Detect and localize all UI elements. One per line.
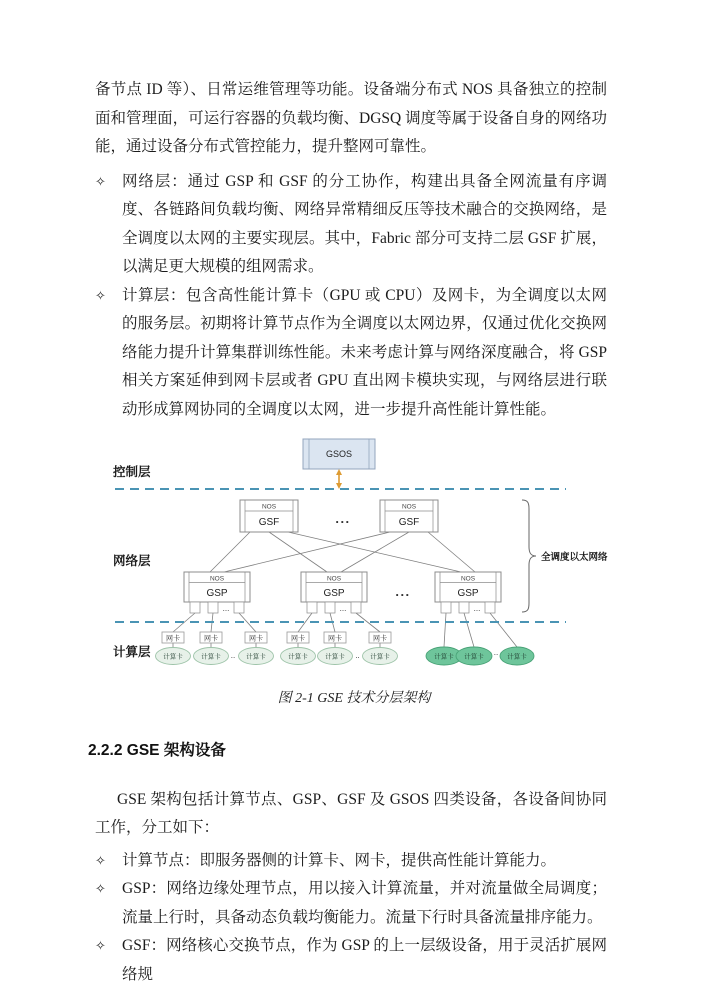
gsf-box-1 (240, 500, 298, 532)
compute-card-label: 计算卡 (434, 653, 454, 661)
compute-card-label: 计算卡 (201, 653, 221, 661)
bullet-text: GSF：网络核心交换节点，作为 GSP 的上一层级设备，用于灵活扩展网络规 (122, 937, 607, 983)
card-ellipsis: .. (355, 651, 360, 660)
gsp-label: GSP (323, 588, 345, 599)
gsp-box-1 (184, 572, 250, 613)
network-scope-brace (522, 500, 536, 612)
gsf-gsp-links (210, 532, 475, 572)
compute-group-2 (281, 632, 398, 665)
nos-label: NOS (460, 575, 476, 583)
gsf-label: GSF (398, 517, 420, 528)
gsp-box-2 (301, 572, 367, 613)
compute-group-1 (156, 632, 274, 665)
bullet-text: 网络层：通过 GSP 和 GSF 的分工协作，构建出具备全网流量有序调度、各链路间负载均衡、网络异常精细反压等技术融合的交换网络，是全调度以太网的主要实现层。其中，Fabric 部分可支持二层 GSF 扩展，以满足更大规模的组网需求。 (122, 172, 607, 275)
bullet-diamond-icon: ✧ (95, 287, 106, 303)
gsos-label: GSOS (325, 449, 353, 459)
device-bullet-list (95, 847, 607, 990)
bullet-gsf (95, 932, 607, 989)
bullet-gsp (95, 875, 607, 932)
compute-layer-label: 计算层 (113, 645, 151, 659)
compute-card-label: 计算卡 (370, 653, 390, 661)
gsp-ellipsis: ... (395, 584, 411, 599)
paragraph-continuation: 备节点 ID 等）、日常运维管理等功能。设备端分布式 NOS 具备独立的控制面和管理面，可运行容器的负载均衡、DGSQ 调度等属于设备自身的网络功能，通过设备分布式管控能力，提升整网可靠性。 (95, 81, 607, 155)
nos-label: NOS (401, 503, 417, 511)
compute-card-label: 计算卡 (507, 653, 527, 661)
card-ellipsis: .. (493, 648, 499, 657)
nic-label: 网卡 (373, 635, 387, 643)
gsp-label: GSP (457, 588, 479, 599)
figure-caption: 图 2-1 GSE 技术分层架构 (277, 690, 431, 706)
compute-card-label: 计算卡 (288, 653, 308, 661)
bullet-diamond-icon: ✧ (95, 852, 106, 868)
nos-label: NOS (326, 575, 342, 583)
gsp-box-3 (435, 572, 501, 613)
bullet-diamond-icon: ✧ (95, 881, 106, 896)
section-intro: GSE 架构包括计算节点、GSP、GSF 及 GSOS 四类设备，各设备间协同工作，分工如下： (95, 790, 607, 836)
port-ellipsis: ... (339, 604, 347, 613)
bullet-text: 计算节点：即服务器侧的计算卡、网卡，提供高性能计算能力。 (122, 851, 557, 869)
gsf-label: GSF (258, 517, 280, 528)
page-content (88, 76, 608, 989)
bullet-diamond-icon: ✧ (95, 173, 106, 189)
bullet-compute-node (95, 847, 607, 876)
architecture-figure (98, 430, 610, 713)
bullet-diamond-icon: ✧ (95, 938, 106, 953)
gsf-ellipsis: ... (335, 511, 351, 526)
compute-card-label: 计算卡 (325, 653, 345, 661)
network-layer-label: 网络层 (113, 554, 151, 568)
compute-card-label: 计算卡 (246, 653, 266, 661)
gsf-box-2 (380, 500, 438, 532)
nic-label: 网卡 (166, 635, 180, 643)
nic-label: 网卡 (204, 635, 218, 643)
port-ellipsis: ... (222, 604, 230, 613)
bullet-network-layer (95, 168, 607, 282)
gsos-control-arrow-icon (336, 469, 342, 489)
compute-card-label: 计算卡 (163, 653, 183, 661)
gsos-box (303, 439, 375, 469)
network-scope-label: 全调度以太网络 (541, 552, 608, 563)
bullet-text: 计算层：包含高性能计算卡（GPU 或 CPU）及网卡，为全调度以太网的服务层。初期将计算节点作为全调度以太网边界，仅通过优化交换网络能力提升计算集群训练性能。未来考虑计算与网络深度融合，将 GSP 相关方案延伸到网卡层或者 GPU 直出网卡模块实现，与网络层进行联动形成算网协同的全调度以太网，进一步提升高性能计算性能。 (122, 286, 607, 418)
layer-bullet-list (95, 168, 607, 425)
port-ellipsis: ... (473, 604, 481, 613)
bullet-text: GSP：网络边缘处理节点，用以接入计算流量，并对流量做全局调度；流量上行时，具备动态负载均衡能力。流量下行时具备流量排序能力。 (122, 880, 607, 926)
compute-card-label: 计算卡 (464, 653, 484, 661)
nic-label: 网卡 (249, 635, 263, 643)
gse-architecture-diagram (98, 430, 608, 670)
nic-label: 网卡 (328, 635, 342, 643)
card-ellipsis: .. (230, 651, 236, 660)
control-layer-label: 控制层 (113, 465, 151, 479)
nic-label: 网卡 (291, 635, 305, 643)
nos-label: NOS (261, 503, 277, 511)
bullet-compute-layer (95, 282, 607, 425)
section-heading: 2.2.2 GSE 架构设备 (88, 742, 226, 759)
gsp-label: GSP (206, 588, 228, 599)
nos-label: NOS (209, 575, 225, 583)
compute-group-3 (426, 647, 534, 665)
